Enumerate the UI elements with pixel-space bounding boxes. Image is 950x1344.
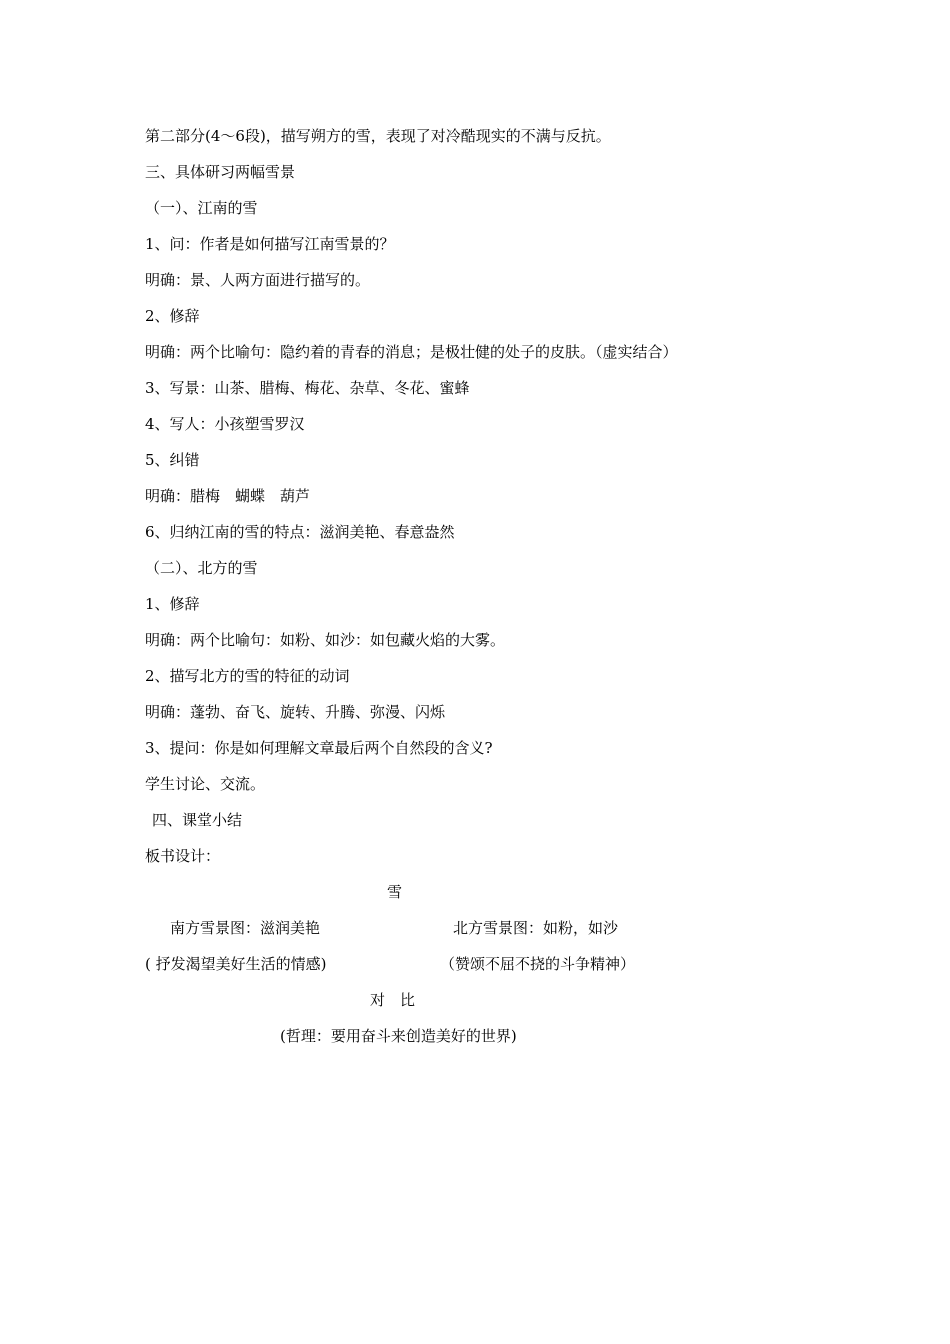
board-south-emotion: ( 抒发渴望美好生活的情感) [145,955,327,973]
body-line: 第二部分(4～6段)，描写朔方的雪，表现了对冷酷现实的不满与反抗。 [145,127,611,145]
body-line: 6、归纳江南的雪的特点：滋润美艳、春意盎然 [145,523,455,541]
board-north-scene: 北方雪景图：如粉，如沙 [453,919,619,937]
body-line: 板书设计： [145,847,221,865]
board-contrast: 对 比 [370,991,416,1009]
body-line: 4、写人：小孩塑雪罗汉 [145,415,305,433]
body-line: 明确：景、人两方面进行描写的。 [145,271,371,289]
body-line: 1、问：作者是如何描写江南雪景的？ [145,235,395,253]
subsection-heading: （一）、江南的雪 [145,199,258,217]
body-line: 明确：蓬勃、奋飞、旋转、升腾、弥漫、闪烁 [145,703,446,721]
body-line: 5、纠错 [145,451,200,469]
body-line: 明确：两个比喻句：如粉、如沙：如包藏火焰的大雾。 [145,631,506,649]
subsection-heading: （二）、北方的雪 [145,559,258,577]
body-line: 明确：腊梅 蝴蝶 葫芦 [145,487,311,505]
board-north-emotion: （赞颂不屈不挠的斗争精神） [440,955,636,973]
body-line: 3、提问：你是如何理解文章最后两个自然段的含义? [145,739,493,757]
section-heading: 三、具体研习两幅雪景 [145,163,296,181]
body-line: 1、修辞 [145,595,200,613]
body-line: 2、描写北方的雪的特征的动词 [145,667,350,685]
board-title: 雪 [387,883,403,901]
body-line: 3、写景：山茶、腊梅、梅花、杂草、冬花、蜜蜂 [145,379,470,397]
board-south-scene: 南方雪景图：滋润美艳 [170,919,321,937]
board-philosophy: (哲理：要用奋斗来创造美好的世界) [280,1027,517,1045]
body-line: 明确：两个比喻句：隐约着的青春的消息；是极壮健的处子的皮肤。（虚实结合） [145,343,678,361]
section-heading: 四、课堂小结 [152,811,243,829]
body-line: 2、修辞 [145,307,200,325]
body-line: 学生讨论、交流。 [145,775,266,793]
